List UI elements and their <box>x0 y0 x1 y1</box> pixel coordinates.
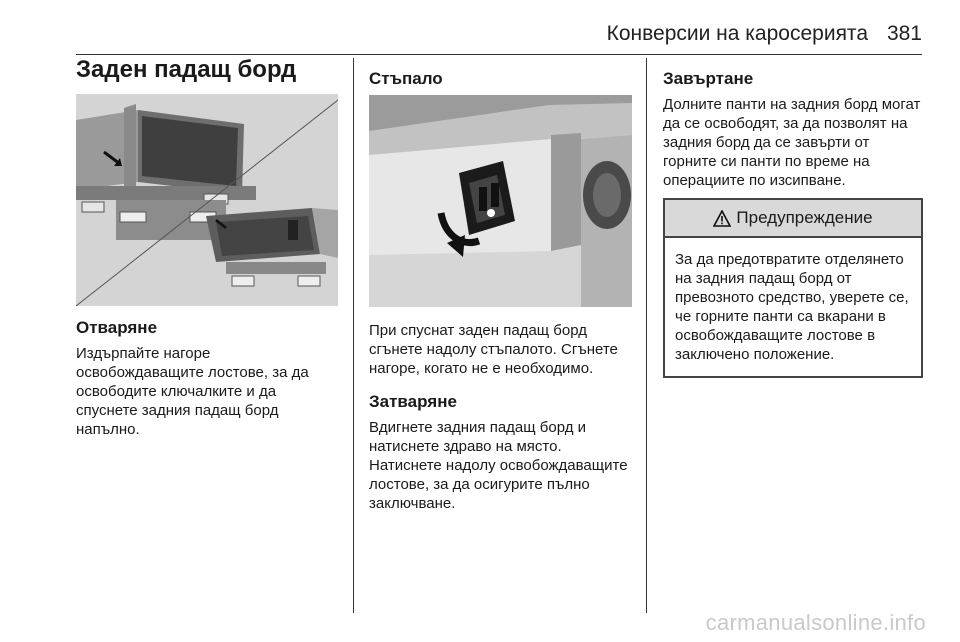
opening-block <box>76 318 338 439</box>
step-illustration <box>369 95 632 307</box>
column-divider <box>353 58 354 613</box>
header-rule <box>76 54 922 55</box>
subheading-opening: Отваряне <box>76 318 158 337</box>
subheading-rotation: Завъртане <box>663 69 754 88</box>
subheading-closing: Затваряне <box>369 392 457 411</box>
warning-text: За да предотвратите отделянето на задния падащ борд от превозното средство, уверете се, че горните панти са вкарани в освобождаващите лостове в заключено положение. <box>675 251 909 363</box>
closing-text: Вдигнете задния падащ борд и натиснете здраво на място. Натиснете надолу освобождаващите лостове, за да осигурите пълно заключване. <box>369 419 628 512</box>
tailgate-illustration <box>76 94 338 306</box>
section-title: Заден падащ борд <box>76 56 297 83</box>
step-block <box>369 321 632 378</box>
subheading-step: Стъпало <box>369 69 443 88</box>
warning-box <box>663 198 923 378</box>
page-number: 381 <box>886 22 922 45</box>
warning-header <box>665 200 921 238</box>
warning-title: Предупреждение <box>736 208 873 227</box>
step-text: При спуснат заден падащ борд сгънете надолу стъпалото. Сгънете нагоре, когато не е необходимо. <box>369 322 618 377</box>
rotation-text: Долните панти на задния борд могат да се освободят, за да позволят на задния борд да се завърти от горните си панти по време на операциите по изсипване. <box>663 96 921 189</box>
watermark: carmanualsonline.info <box>705 610 926 635</box>
warning-icon <box>713 210 731 227</box>
column-left <box>76 56 338 439</box>
running-header: Конверсии на каросерията <box>606 22 868 45</box>
closing-block <box>369 392 632 513</box>
opening-text: Издърпайте нагоре освобождаващите лостове, за да освободите ключалките и да спуснете задния падащ борд напълно. <box>76 345 309 438</box>
column-divider <box>646 58 647 613</box>
column-right <box>663 56 923 378</box>
column-middle <box>369 56 632 513</box>
